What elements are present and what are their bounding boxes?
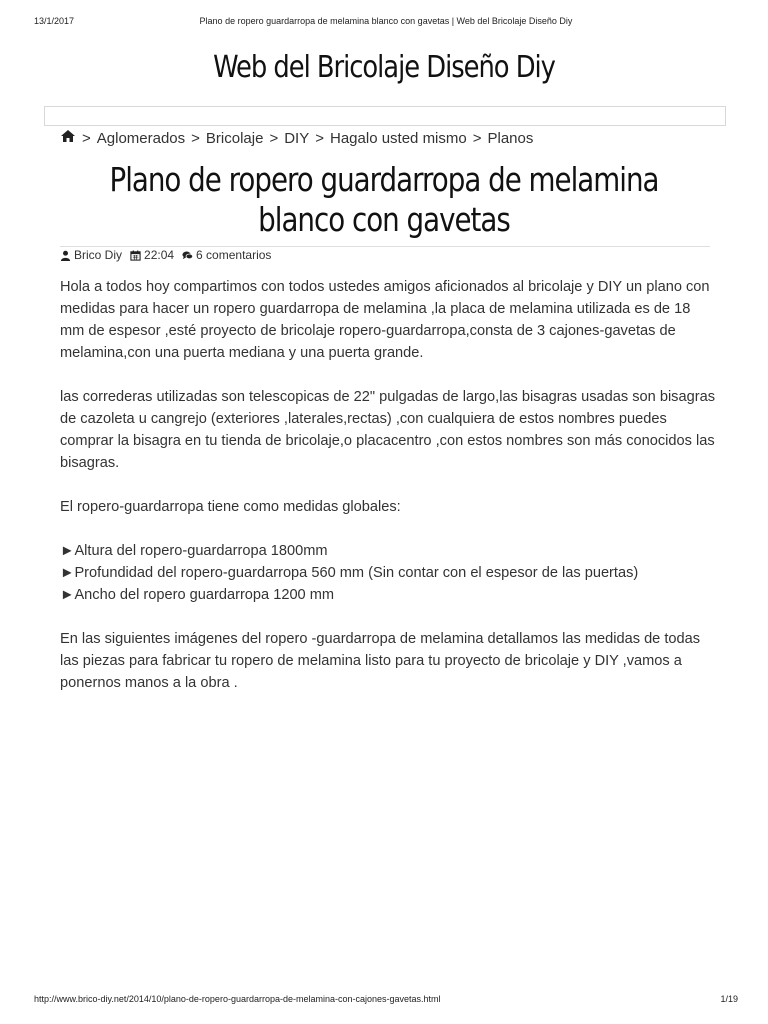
measurement-depth: ►Profundidad del ropero-guardarropa 560 mm (Sin contar con el espesor de las puertas): [60, 565, 639, 581]
calendar-icon: [130, 250, 141, 261]
breadcrumb-separator: >: [315, 129, 324, 147]
breadcrumb-item-hagalo-usted-mismo[interactable]: Hagalo usted mismo: [330, 129, 467, 147]
comments-count: 6 comentarios: [196, 248, 272, 262]
comments-icon: [182, 250, 193, 261]
post-meta: [60, 246, 710, 262]
breadcrumb-item-aglomerados[interactable]: Aglomerados: [96, 129, 186, 147]
author-name: Brico Diy: [74, 248, 123, 262]
measurement-width: ►Ancho del ropero guardarropa 1200 mm: [60, 587, 335, 603]
post-comments[interactable]: [182, 248, 271, 262]
user-icon: [60, 250, 71, 261]
post-content: [60, 276, 716, 716]
closing-paragraph: En las siguientes imágenes del ropero -guardarropa de melamina detallamos las medidas de todas las piezas para fabricar tu ropero de melamina listo para tu proyecto de bricolaje y DIY ,vamos a ponernos manos a la obra .: [60, 631, 701, 691]
print-document-title: Plano de ropero guardarropa de melamina blanco con gavetas | Web del Bricolaje Diseño Diy: [199, 16, 573, 26]
navigation-bar: [44, 106, 726, 126]
breadcrumb-item-bricolaje[interactable]: Bricolaje: [205, 129, 264, 147]
measurements-list: [60, 540, 716, 606]
breadcrumb: [60, 129, 708, 147]
print-header: [34, 16, 738, 30]
post-time: [130, 248, 174, 262]
breadcrumb-item-planos[interactable]: Planos: [487, 129, 534, 147]
print-date: 13/1/2017: [34, 16, 75, 26]
breadcrumb-separator: >: [82, 129, 91, 147]
post-author[interactable]: [60, 248, 122, 262]
home-icon[interactable]: [60, 129, 76, 147]
breadcrumb-separator: >: [472, 129, 482, 147]
post-title: Plano de ropero guardarropa de melamina blanco con gavetas: [109, 160, 659, 239]
breadcrumb-separator: >: [269, 129, 279, 147]
intro-paragraph: Hola a todos hoy compartimos con todos ustedes amigos aficionados al bricolaje y DIY un plano con medidas para hacer un ropero guardarropa de melamina ,la placa de melamina utilizada es de 18 mm de espesor ,esté proyecto de bricolaje ropero-guardarropa,consta de 3 cajones-gavetas de melamina,con una puerta mediana y una puerta grande.: [60, 279, 710, 361]
post-time-value: 22:04: [144, 248, 175, 262]
site-title[interactable]: Web del Bricolaje Diseño Diy: [213, 50, 555, 85]
hardware-paragraph: las correderas utilizadas son telescopicas de 22" pulgadas de largo,las bisagras usadas son bisagras de cazoleta u cangrejo (exteriores ,laterales,rectas) ,con cualquiera de estos nombres puedes comprar la bisagra en tu tienda de bricolaje,o placacentro ,con estos nombres son más conocidos las bisagras.: [60, 389, 715, 471]
print-url: http://www.brico-diy.net/2014/10/plano-de-ropero-guardarropa-de-melamina-con-cajones-gavetas.html: [34, 994, 441, 1004]
breadcrumb-separator: >: [191, 129, 200, 147]
measurements-intro: El ropero-guardarropa tiene como medidas globales:: [60, 499, 401, 515]
print-page-number: 1/19: [720, 994, 738, 1004]
breadcrumb-item-diy[interactable]: DIY: [284, 129, 310, 147]
measurement-height: ►Altura del ropero-guardarropa 1800mm: [60, 543, 328, 559]
